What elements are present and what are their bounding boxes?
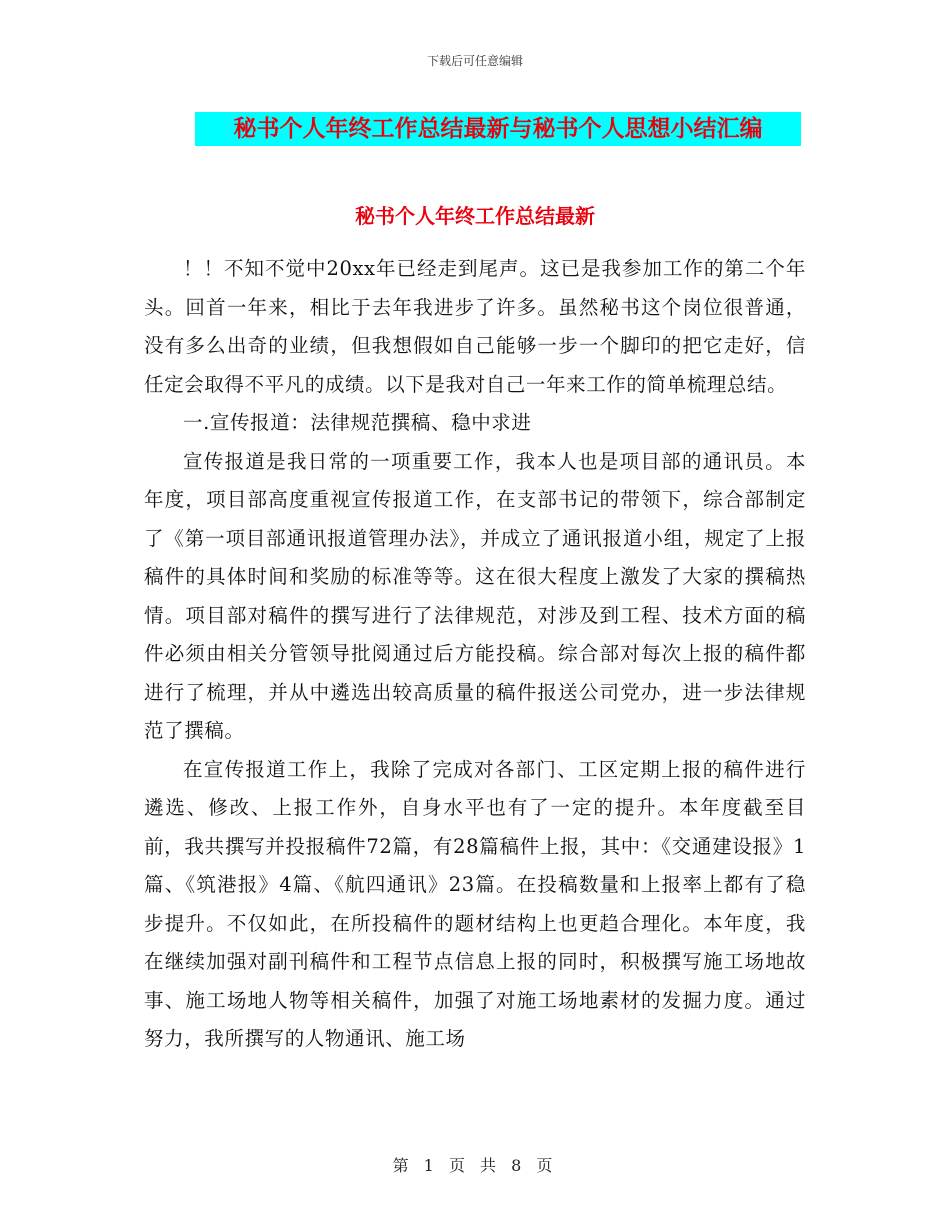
paragraph-publicity-work: 宣传报道是我日常的一项重要工作，我本人也是项目部的通讯员。本年度，项目部高度重视宣传报道工作，在支部书记的带领下，综合部制定了《第一项目部通讯报道管理办法》，并成立了通讯报道小组，规定了上报稿件的具体时间和奖励的标准等等。这在很大程度上激发了大家的撰稿热情。项目部对稿件的撰写进行了法律规范，对涉及到工程、技术方面的稿件必须由相关分管领导批阅通过后方能投稿。综合部对每次上报的稿件都进行了梳理，并从中遴选出较高质量的稿件报送公司党办，进一步法律规范了撰稿。: [144, 449, 806, 742]
header-note: 下载后可任意编辑: [426, 54, 523, 68]
document-body: [144, 250, 806, 1059]
paragraph-intro: ！！不知不觉中20xx年已经走到尾声。这已是我参加工作的第二个年头。回首一年来，相比于去年我进步了许多。虽然秘书这个岗位很普通，没有多么出奇的业绩，但我想假如自己能够一步一个脚印的把它走好，信任定会取得不平凡的成绩。以下是我对自己一年来工作的简单梳理总结。: [144, 257, 806, 396]
page-footer: 第 1 页 共 8 页: [392, 1156, 558, 1175]
paragraph-heading-publicity: 一.宣传报道：法律规范撰稿、稳中求进: [183, 411, 532, 434]
main-title-highlight: [195, 112, 801, 146]
section-title: 秘书个人年终工作总结最新: [355, 204, 595, 228]
main-title: 秘书个人年终工作总结最新与秘书个人思想小结汇编: [233, 116, 763, 142]
paragraph-publicity-results: 在宣传报道工作上，我除了完成对各部门、工区定期上报的稿件进行遴选、修改、上报工作外，自身水平也有了一定的提升。本年度截至目前，我共撰写并投报稿件72篇，有28篇稿件上报，其中：《交通建设报》1篇、《筑港报》4篇、《航四通讯》23篇。在投稿数量和上报率上都有了稳步提升。不仅如此，在所投稿件的题材结构上也更趋合理化。本年度，我在继续加强对副刊稿件和工程节点信息上报的同时，积极撰写施工场地故事、施工场地人物等相关稿件，加强了对施工场地素材的发掘力度。通过努力，我所撰写的人物通讯、施工场: [144, 757, 806, 1050]
